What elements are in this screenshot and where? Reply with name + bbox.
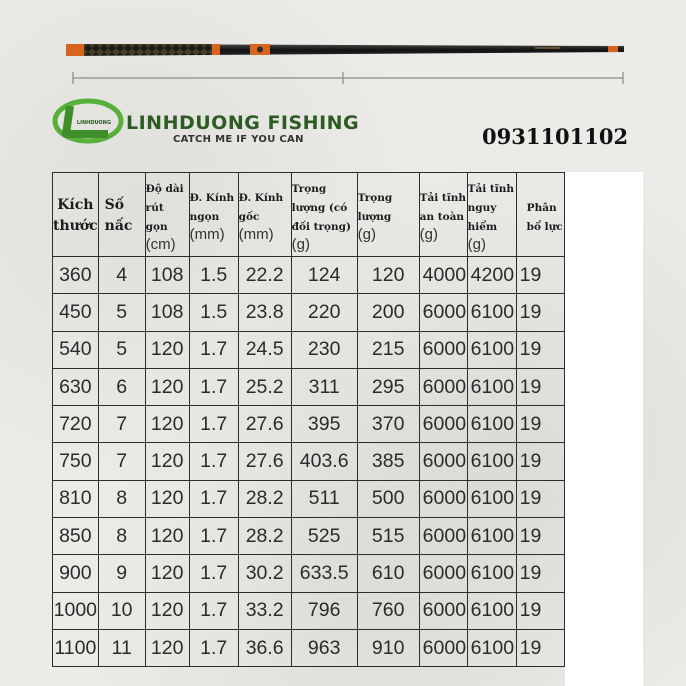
table-cell: 120 [145,555,189,592]
table-cell: 30.2 [238,555,291,592]
header-do-dai-rut-gon: Độ dài rút gọn (cm) [145,173,189,257]
table-cell: 200 [357,294,419,331]
table-cell: 19 [516,629,564,666]
brand-tagline: CATCH ME IF YOU CAN [173,134,304,145]
table-cell: 124 [291,257,357,294]
white-side-panel [565,172,643,686]
table-cell: 5 [98,331,145,368]
table-cell: 6000 [419,331,467,368]
table-cell: 6100 [467,331,516,368]
logo-text: LINHDUONG [76,120,112,126]
table-cell: 796 [291,592,357,629]
table-cell: 1.7 [189,592,238,629]
table-cell: 215 [357,331,419,368]
header-kich-thuoc: Kích thước [53,173,99,257]
spec-table [52,172,565,667]
table-cell: 24.5 [238,331,291,368]
table-cell: 720 [53,406,99,443]
table-cell: 6100 [467,294,516,331]
table-cell: 385 [357,443,419,480]
table-cell: 19 [516,257,564,294]
table-cell: 120 [145,480,189,517]
table-cell: 1.7 [189,629,238,666]
table-cell: 6100 [467,480,516,517]
table-cell: 6000 [419,368,467,405]
table-cell: 810 [53,480,99,517]
table-cell: 6100 [467,518,516,555]
table-cell: 1.7 [189,331,238,368]
table-row [53,406,565,443]
table-cell: 760 [357,592,419,629]
table-cell: 395 [291,406,357,443]
spec-table-body [53,257,565,667]
table-cell: 525 [291,518,357,555]
table-cell: 4200 [467,257,516,294]
table-cell: 19 [516,443,564,480]
table-cell: 610 [357,555,419,592]
table-row [53,518,565,555]
table-cell: 850 [53,518,99,555]
phone-number: 0931101102 [482,124,629,149]
table-cell: 6100 [467,629,516,666]
table-cell: 19 [516,518,564,555]
table-cell: 1.7 [189,555,238,592]
table-cell: 27.6 [238,443,291,480]
table-cell: 6000 [419,443,467,480]
table-cell: 108 [145,257,189,294]
table-cell: 295 [357,368,419,405]
table-cell: 8 [98,480,145,517]
table-cell: 19 [516,406,564,443]
table-cell: 6000 [419,555,467,592]
table-cell: 6000 [419,592,467,629]
table-cell: 6000 [419,629,467,666]
table-cell: 910 [357,629,419,666]
table-cell: 1.7 [189,406,238,443]
table-row [53,257,565,294]
table-cell: 6100 [467,406,516,443]
table-cell: 10 [98,592,145,629]
table-cell: 900 [53,555,99,592]
table-row [53,368,565,405]
table-cell: 4000 [419,257,467,294]
table-cell: 19 [516,294,564,331]
table-cell: 28.2 [238,518,291,555]
table-cell: 500 [357,480,419,517]
table-cell: 6100 [467,592,516,629]
header-so-nac: Số nấc [98,173,145,257]
table-cell: 8 [98,518,145,555]
table-cell: 1.7 [189,480,238,517]
table-cell: 6000 [419,294,467,331]
table-cell: 6 [98,368,145,405]
table-cell: 220 [291,294,357,331]
table-cell: 1.7 [189,368,238,405]
table-cell: 19 [516,480,564,517]
table-cell: 511 [291,480,357,517]
table-cell: 27.6 [238,406,291,443]
fishing-rod-image [0,0,686,90]
header-tai-tinh-nguy-hiem: Tải tĩnh nguy hiểm (g) [467,173,516,257]
table-cell: 7 [98,406,145,443]
table-cell: 19 [516,592,564,629]
header-duong-kinh-ngon: Đ. Kính ngọn (mm) [189,173,238,257]
table-row [53,629,565,666]
table-cell: 120 [145,592,189,629]
table-cell: 1.5 [189,294,238,331]
table-cell: 1.7 [189,518,238,555]
table-cell: 6100 [467,368,516,405]
table-cell: 19 [516,368,564,405]
table-row [53,443,565,480]
table-cell: 120 [145,368,189,405]
table-cell: 25.2 [238,368,291,405]
table-cell: 120 [145,443,189,480]
table-cell: 515 [357,518,419,555]
table-cell: 370 [357,406,419,443]
header-trong-luong-doi-trong: Trọng lượng (có đối trọng) (g) [291,173,357,257]
table-cell: 19 [516,331,564,368]
table-cell: 23.8 [238,294,291,331]
table-cell: 108 [145,294,189,331]
table-cell: 120 [145,331,189,368]
table-cell: 6000 [419,406,467,443]
table-cell: 28.2 [238,480,291,517]
table-cell: 1100 [53,629,99,666]
table-row [53,480,565,517]
table-cell: 6100 [467,555,516,592]
table-cell: 540 [53,331,99,368]
table-cell: 633.5 [291,555,357,592]
table-cell: 19 [516,555,564,592]
table-cell: 360 [53,257,99,294]
header-duong-kinh-goc: Đ. Kính gốc (mm) [238,173,291,257]
table-cell: 120 [357,257,419,294]
table-row [53,294,565,331]
table-cell: 403.6 [291,443,357,480]
table-row [53,331,565,368]
table-cell: 22.2 [238,257,291,294]
table-cell: 230 [291,331,357,368]
table-cell: 33.2 [238,592,291,629]
table-cell: 1000 [53,592,99,629]
table-cell: 36.6 [238,629,291,666]
table-row [53,592,565,629]
table-header-row [53,173,565,257]
table-cell: 9 [98,555,145,592]
table-cell: 1.5 [189,257,238,294]
table-cell: 6000 [419,518,467,555]
header-tai-tinh-an-toan: Tải tĩnh an toàn (g) [419,173,467,257]
table-cell: 6100 [467,443,516,480]
table-cell: 750 [53,443,99,480]
header-phan-bo-luc: Phân bổ lực [516,173,564,257]
table-cell: 120 [145,629,189,666]
table-cell: 120 [145,406,189,443]
brand-name: LINHDUONG FISHING [126,112,360,134]
table-cell: 311 [291,368,357,405]
linhduong-logo [52,98,124,144]
table-cell: 630 [53,368,99,405]
table-cell: 11 [98,629,145,666]
table-cell: 120 [145,518,189,555]
table-row [53,555,565,592]
table-cell: 963 [291,629,357,666]
table-cell: 5 [98,294,145,331]
header-trong-luong: Trọng lượng (g) [357,173,419,257]
table-cell: 6000 [419,480,467,517]
table-cell: 1.7 [189,443,238,480]
table-cell: 450 [53,294,99,331]
table-cell: 4 [98,257,145,294]
table-cell: 7 [98,443,145,480]
